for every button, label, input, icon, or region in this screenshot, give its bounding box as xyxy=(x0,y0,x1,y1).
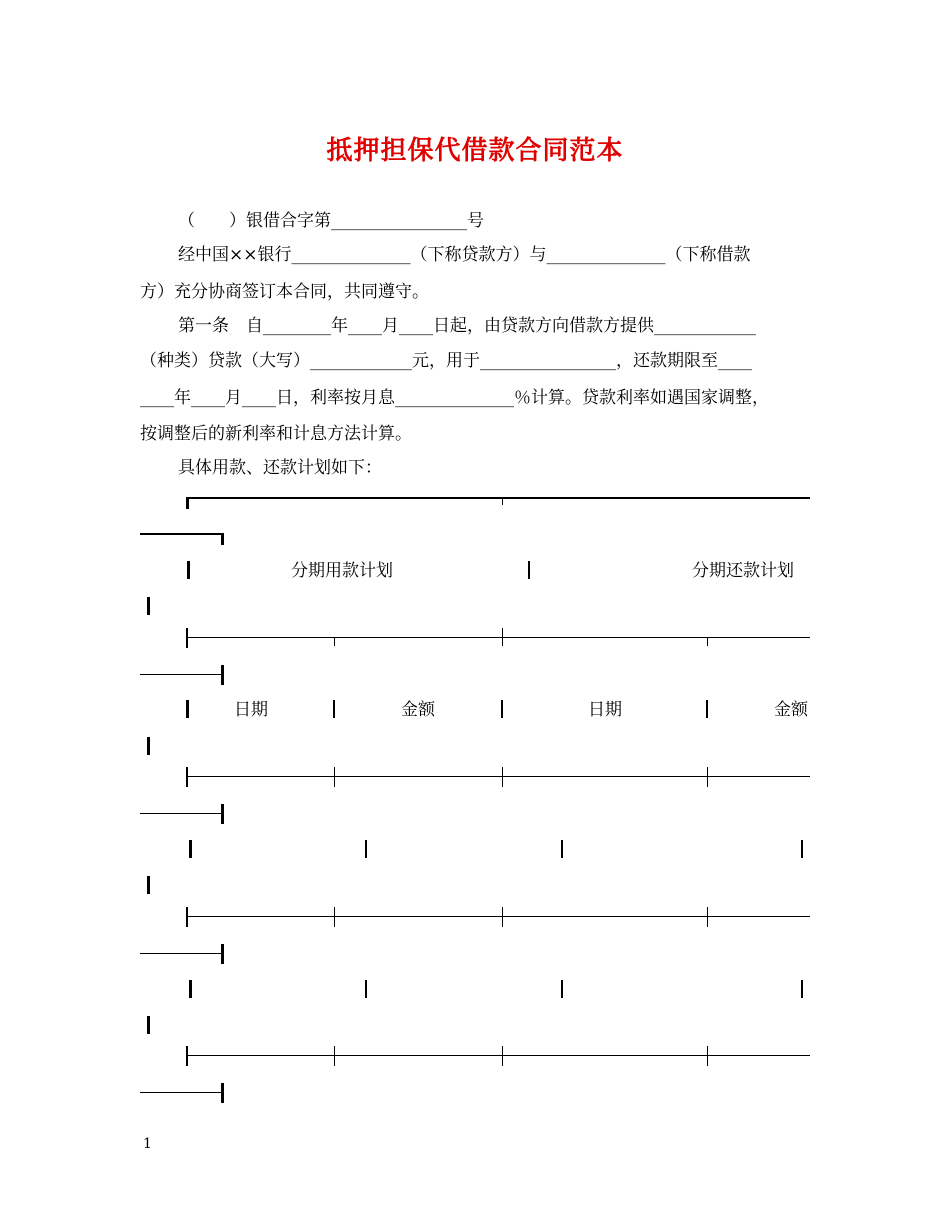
table-separator xyxy=(186,637,810,638)
article-one-line-4: 按调整后的新利率和计息方法计算。 xyxy=(140,424,412,444)
table-border-tick xyxy=(334,907,335,927)
table-separator xyxy=(186,916,810,917)
table-vbar xyxy=(365,840,367,858)
table-vbar xyxy=(501,700,503,718)
paragraph-intro-line-1: 经中国××银行______________（下称贷款方）与______________（下称借款 xyxy=(178,245,751,265)
table-border-tick xyxy=(502,1046,503,1066)
table-vbar xyxy=(801,980,803,998)
table-border-tick xyxy=(707,637,708,646)
table-vbar xyxy=(147,597,150,615)
column-amount-left: 金额 xyxy=(401,700,435,720)
plan-intro-line: 具体用款、还款计划如下： xyxy=(178,458,382,478)
header-right-label: 分期还款计划 xyxy=(692,561,794,581)
article-one-line-1: 第一条 自________年____月____日起，由贷款方向借款方提供____________ xyxy=(178,316,756,336)
table-border-tick xyxy=(221,804,224,824)
table-border-tick xyxy=(707,767,708,787)
table-border-tick xyxy=(334,767,335,787)
column-date-right: 日期 xyxy=(588,700,622,720)
table-vbar xyxy=(528,561,530,579)
table-separator-wrap xyxy=(140,953,222,954)
table-border-tick xyxy=(221,533,224,545)
table-vbar xyxy=(189,840,192,858)
column-amount-right: 金额 xyxy=(774,700,808,720)
table-border-tick xyxy=(502,907,503,927)
table-border-tick xyxy=(502,497,503,505)
table-vbar xyxy=(706,700,708,718)
table-separator xyxy=(186,1055,810,1056)
header-left-label: 分期用款计划 xyxy=(291,561,393,581)
page-number: 1 xyxy=(143,1136,152,1152)
table-separator-wrap xyxy=(140,813,222,814)
table-border-tick xyxy=(334,637,335,646)
table-vbar xyxy=(186,700,189,718)
table-vbar xyxy=(189,980,192,998)
contract-number-line: （ ）银借合字第________________号 xyxy=(178,211,484,231)
table-top-border xyxy=(186,497,810,499)
table-border-tick xyxy=(186,628,188,648)
table-border-tick xyxy=(707,1046,708,1066)
table-border-tick xyxy=(221,665,224,685)
table-vbar xyxy=(187,561,190,579)
table-border-tick xyxy=(502,628,503,646)
table-vbar xyxy=(147,737,150,755)
table-separator-wrap xyxy=(140,674,222,675)
table-border-tick xyxy=(186,767,188,787)
article-one-line-2: （种类）贷款（大写）____________元，用于________________，还款期限至____ xyxy=(140,351,752,371)
table-border-tick xyxy=(502,767,503,787)
table-vbar xyxy=(147,1016,150,1034)
table-vbar xyxy=(147,876,150,894)
table-vbar xyxy=(801,840,803,858)
table-border-tick xyxy=(334,1046,335,1066)
table-vbar xyxy=(561,980,563,998)
column-date-left: 日期 xyxy=(234,700,268,720)
table-border-tick xyxy=(186,907,188,927)
table-separator xyxy=(186,776,810,777)
table-border-tick xyxy=(221,944,224,964)
table-border-tick xyxy=(707,907,708,927)
table-border-tick xyxy=(221,1083,224,1103)
table-border-tick xyxy=(186,497,189,509)
table-border-tick xyxy=(186,1046,188,1066)
table-vbar xyxy=(365,980,367,998)
document-title: 抵押担保代借款合同范本 xyxy=(326,136,624,166)
paragraph-intro-line-2: 方）充分协商签订本合同，共同遵守。 xyxy=(140,282,429,302)
table-vbar xyxy=(333,700,335,718)
table-vbar xyxy=(561,840,563,858)
table-top-border-wrap xyxy=(140,533,222,535)
table-separator-wrap xyxy=(140,1092,222,1093)
article-one-line-3: ____年____月____日，利率按月息______________％计算。贷款利率如遇国家调整， xyxy=(140,388,769,408)
